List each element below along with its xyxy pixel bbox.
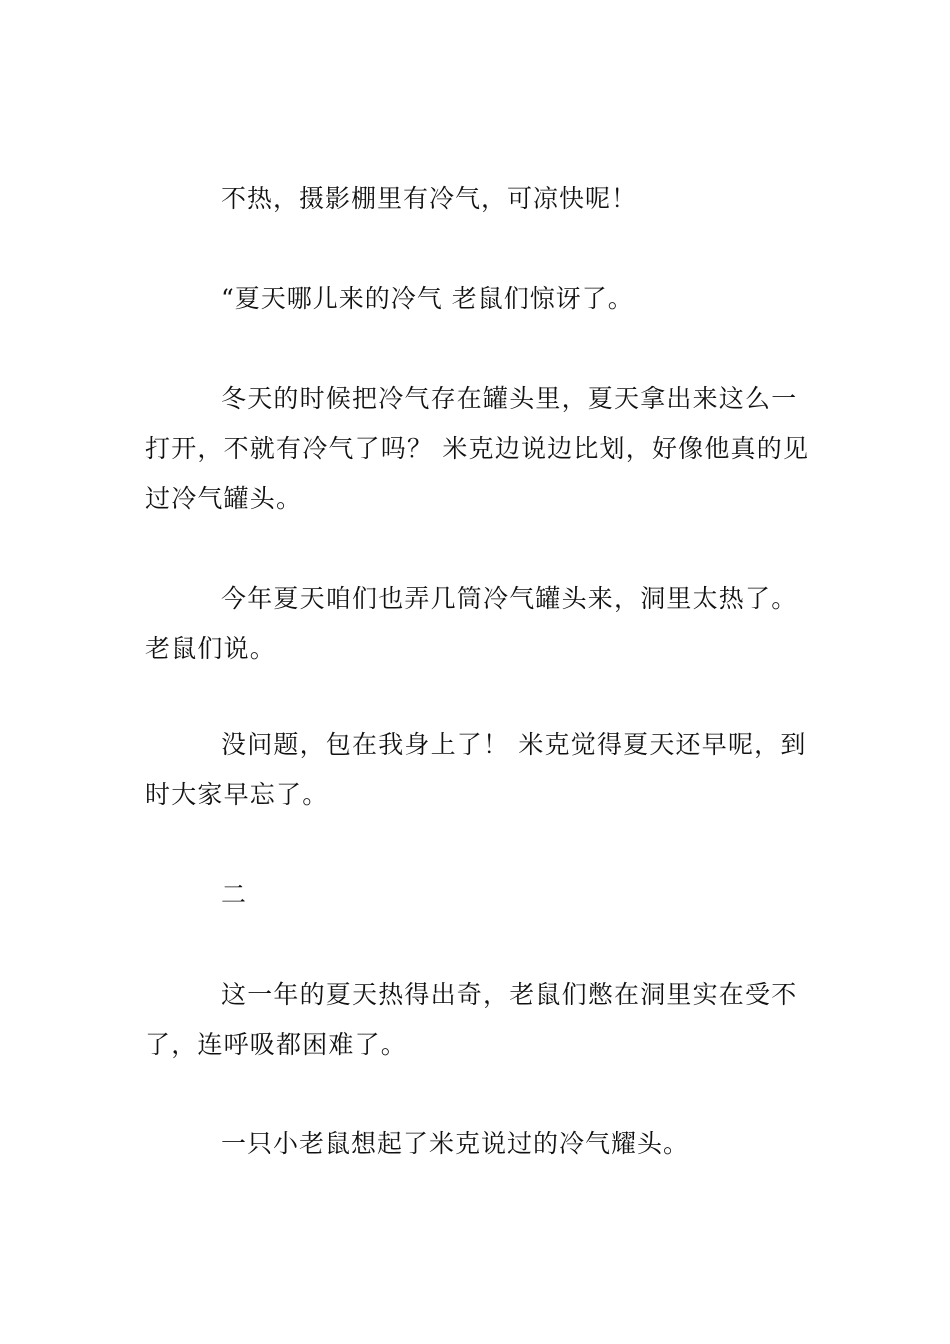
section-heading: 二 <box>221 880 248 909</box>
paragraph-4: 今年夏天咱们也弄几筒冷气罐头来，洞里太热了。老鼠们说。 <box>145 584 798 663</box>
paragraph-7: 这一年的夏天热得出奇，老鼠们憋在洞里实在受不了，连呼吸都困难了。 <box>145 980 798 1059</box>
paragraph-8: 一只小老鼠想起了米克说过的冷气耀头。 <box>221 1129 690 1158</box>
paragraph-2: “夏天哪儿来的冷气 老鼠们惊讶了。 <box>221 284 634 313</box>
paragraph-3: 冬天的时候把冷气存在罐头里，夏天拿出来这么一打开，不就有冷气了吗？ 米克边说边比划，好像他真的见过冷气罐头。 <box>145 384 810 513</box>
paragraph-1: 不热，摄影棚里有冷气，可凉快呢！ <box>221 184 638 213</box>
paragraph-5: 没问题，包在我身上了！ 米克觉得夏天还早呢，到时大家早忘了。 <box>145 730 807 809</box>
